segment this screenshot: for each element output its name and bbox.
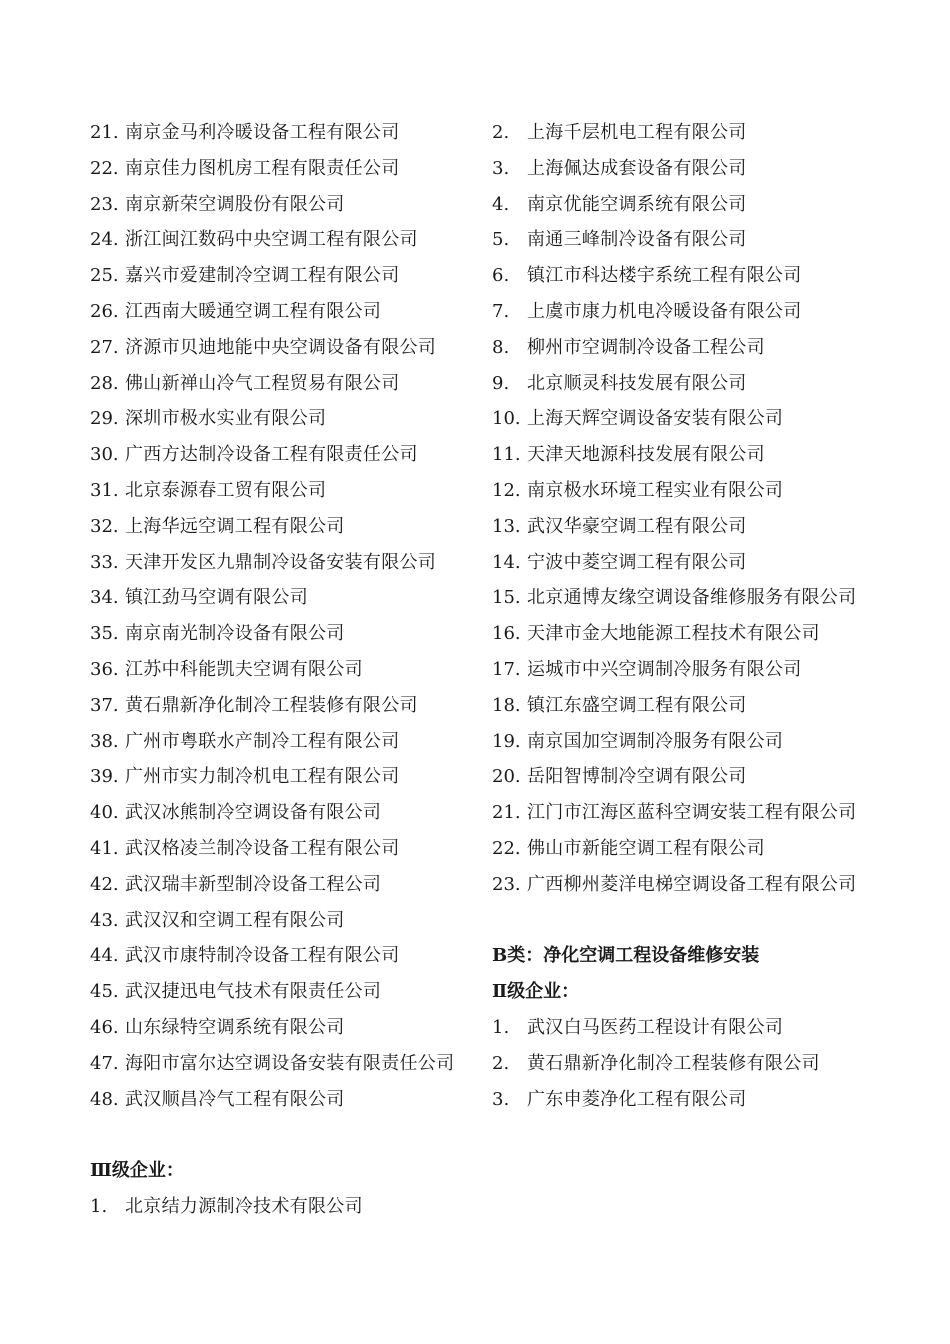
company-name: 南通三峰制冷设备有限公司 [527, 229, 747, 251]
item-number: 23. [492, 873, 521, 895]
item-number: 7. [492, 300, 510, 322]
company-name: 江门市江海区蓝科空调安装工程有限公司 [527, 802, 857, 824]
company-name: 上海佩达成套设备有限公司 [527, 157, 747, 179]
list-item [492, 509, 862, 545]
company-name: 嘉兴市爱建制冷空调工程有限公司 [125, 265, 400, 287]
item-number: 28. [90, 372, 119, 394]
item-number: 3. [492, 157, 510, 179]
list-item [492, 652, 862, 688]
spacer [90, 1117, 470, 1153]
list-item [492, 437, 862, 473]
item-number: 46. [90, 1016, 119, 1038]
company-name: 武汉瑞丰新型制冷设备工程公司 [125, 873, 382, 895]
company-name: 岳阳智博制冷空调有限公司 [527, 766, 747, 788]
right-column [492, 115, 862, 1117]
company-name: 南京金马利冷暖设备工程有限公司 [125, 122, 400, 143]
grade2-heading: Ⅱ级企业： [492, 981, 580, 1003]
company-name: 佛山市新能空调工程有限公司 [527, 837, 765, 859]
item-number: 47. [90, 1052, 119, 1074]
item-number: 22. [492, 837, 521, 859]
company-name: 武汉冰熊制冷空调设备有限公司 [125, 802, 382, 824]
company-name: 北京结力源制冷技术有限公司 [125, 1195, 363, 1217]
item-number: 3. [492, 1088, 510, 1110]
company-name: 上海千层机电工程有限公司 [527, 122, 747, 143]
list-item [90, 903, 470, 939]
company-name: 武汉汉和空调工程有限公司 [125, 909, 345, 931]
list-item [492, 187, 862, 223]
list-item [492, 688, 862, 724]
item-number: 20. [492, 766, 521, 788]
company-name: 江西南大暖通空调工程有限公司 [125, 300, 382, 322]
list-item [90, 366, 470, 402]
list-item [90, 1010, 470, 1046]
item-number: 18. [492, 694, 521, 716]
company-name: 上海天辉空调设备安装有限公司 [527, 408, 784, 430]
list-item [90, 115, 470, 151]
list-item [90, 1082, 470, 1118]
list-item [492, 222, 862, 258]
item-number: 1. [90, 1195, 108, 1217]
item-number: 44. [90, 945, 119, 967]
item-number: 21. [492, 802, 521, 824]
company-name: 武汉顺昌冷气工程有限公司 [125, 1088, 345, 1110]
company-name: 海阳市富尔达空调设备安装有限责任公司 [125, 1052, 455, 1074]
item-number: 22. [90, 157, 119, 179]
company-name: 天津市金大地能源工程技术有限公司 [527, 623, 820, 645]
list-item [90, 330, 470, 366]
list-item [90, 222, 470, 258]
company-name: 上虞市康力机电冷暖设备有限公司 [527, 300, 802, 322]
item-number: 31. [90, 479, 119, 501]
list-item [492, 1010, 862, 1046]
list-item [90, 938, 470, 974]
list-item [90, 652, 470, 688]
item-number: 45. [90, 981, 119, 1003]
company-name: 广西柳州菱洋电梯空调设备工程有限公司 [527, 873, 857, 895]
list-item [492, 294, 862, 330]
list-item [90, 795, 470, 831]
company-name: 武汉市康特制冷设备工程有限公司 [125, 945, 400, 967]
company-name: 北京泰源春工贸有限公司 [125, 479, 327, 501]
company-name: 镇江东盛空调工程有限公司 [527, 694, 747, 716]
grade3-company-list [90, 1189, 470, 1225]
list-item [90, 831, 470, 867]
item-number: 40. [90, 802, 119, 824]
company-name: 黄石鼎新净化制冷工程装修有限公司 [527, 1052, 820, 1074]
item-number: 2. [492, 122, 510, 143]
grade3-heading: Ⅲ级企业： [90, 1160, 184, 1182]
company-name: 南京极水环境工程实业有限公司 [527, 479, 784, 501]
list-item [492, 724, 862, 760]
list-item [90, 437, 470, 473]
company-name: 宁波中菱空调工程有限公司 [527, 551, 747, 573]
list-item [492, 473, 862, 509]
list-item [90, 759, 470, 795]
item-number: 11. [492, 444, 521, 466]
company-name: 南京优能空调系统有限公司 [527, 193, 747, 215]
list-item [492, 831, 862, 867]
company-name: 武汉白马医药工程设计有限公司 [527, 1016, 784, 1038]
item-number: 6. [492, 265, 510, 287]
spacer [492, 903, 862, 939]
list-item [492, 1046, 862, 1082]
company-name: 浙江闽江数码中央空调工程有限公司 [125, 229, 418, 251]
item-number: 8. [492, 336, 510, 358]
item-number: 2. [492, 1052, 510, 1074]
item-number: 9. [492, 372, 510, 394]
company-name: 镇江劲马空调有限公司 [125, 587, 308, 609]
company-name: 北京通博友缘空调设备维修服务有限公司 [527, 587, 857, 609]
item-number: 10. [492, 408, 521, 430]
grade2-company-list [492, 1010, 862, 1117]
item-number: 1. [492, 1016, 510, 1038]
company-name: 南京新荣空调股份有限公司 [125, 193, 345, 215]
list-item [90, 1189, 470, 1225]
list-item [492, 867, 862, 903]
list-item [492, 795, 862, 831]
item-number: 30. [90, 444, 119, 466]
company-name: 天津开发区九鼎制冷设备安装有限公司 [125, 551, 437, 573]
item-number: 48. [90, 1088, 119, 1110]
item-number: 23. [90, 193, 119, 215]
company-name: 柳州市空调制冷设备工程公司 [527, 336, 765, 358]
list-item [492, 580, 862, 616]
list-item [492, 759, 862, 795]
item-number: 16. [492, 623, 521, 645]
right-company-list [492, 115, 862, 903]
item-number: 19. [492, 730, 521, 752]
company-name: 黄石鼎新净化制冷工程装修有限公司 [125, 694, 418, 716]
list-item [492, 401, 862, 437]
item-number: 26. [90, 300, 119, 322]
list-item [90, 294, 470, 330]
list-item [492, 151, 862, 187]
item-number: 5. [492, 229, 510, 251]
company-name: 广州市实力制冷机电工程有限公司 [125, 766, 400, 788]
list-item [492, 1082, 862, 1118]
list-item [492, 366, 862, 402]
company-name: 广州市粤联水产制冷工程有限公司 [125, 730, 400, 752]
company-name: 深圳市极水实业有限公司 [125, 408, 327, 430]
list-item [492, 258, 862, 294]
list-item [492, 616, 862, 652]
list-item [90, 1046, 470, 1082]
company-name: 运城市中兴空调制冷服务有限公司 [527, 658, 802, 680]
list-item [492, 115, 862, 151]
list-item [90, 724, 470, 760]
list-item [90, 473, 470, 509]
list-item [90, 616, 470, 652]
company-name: 天津天地源科技发展有限公司 [527, 444, 765, 466]
list-item [492, 330, 862, 366]
list-item [90, 974, 470, 1010]
company-name: 南京国加空调制冷服务有限公司 [527, 730, 784, 752]
list-item [90, 187, 470, 223]
left-column [90, 115, 470, 1225]
company-name: 镇江市科达楼宇系统工程有限公司 [527, 265, 802, 287]
company-name: 南京佳力图机房工程有限责任公司 [125, 157, 400, 179]
item-number: 34. [90, 587, 119, 609]
item-number: 42. [90, 873, 119, 895]
left-company-list [90, 115, 470, 1117]
item-number: 25. [90, 265, 119, 287]
list-item [90, 867, 470, 903]
item-number: 29. [90, 408, 119, 430]
item-number: 37. [90, 694, 119, 716]
item-number: 38. [90, 730, 119, 752]
company-name: 山东绿特空调系统有限公司 [125, 1016, 345, 1038]
item-number: 39. [90, 766, 119, 788]
company-name: 广东申菱净化工程有限公司 [527, 1088, 747, 1110]
list-item [90, 258, 470, 294]
list-item [90, 509, 470, 545]
company-name: 上海华远空调工程有限公司 [125, 515, 345, 537]
company-name: 北京顺灵科技发展有限公司 [527, 372, 747, 394]
item-number: 13. [492, 515, 521, 537]
item-number: 12. [492, 479, 521, 501]
item-number: 32. [90, 515, 119, 537]
item-number: 27. [90, 336, 119, 358]
company-name: 南京南光制冷设备有限公司 [125, 623, 345, 645]
list-item [492, 545, 862, 581]
item-number: 35. [90, 623, 119, 645]
list-item [90, 545, 470, 581]
company-name: 武汉格凌兰制冷设备工程有限公司 [125, 837, 400, 859]
company-name: 江苏中科能凯夫空调有限公司 [125, 658, 363, 680]
item-number: 36. [90, 658, 119, 680]
item-number: 43. [90, 909, 119, 931]
item-number: 21. [90, 122, 119, 143]
item-number: 4. [492, 193, 510, 215]
item-number: 33. [90, 551, 119, 573]
list-item [90, 401, 470, 437]
company-name: 佛山新禅山冷气工程贸易有限公司 [125, 372, 400, 394]
company-name: 武汉捷迅电气技术有限责任公司 [125, 981, 382, 1003]
item-number: 15. [492, 587, 521, 609]
company-name: 济源市贝迪地能中央空调设备有限公司 [125, 336, 437, 358]
list-item [90, 580, 470, 616]
list-item [90, 151, 470, 187]
list-item [90, 688, 470, 724]
item-number: 14. [492, 551, 521, 573]
company-name: 武汉华豪空调工程有限公司 [527, 515, 747, 537]
section-b-heading: B类：净化空调工程设备维修安装 [492, 945, 760, 967]
item-number: 24. [90, 229, 119, 251]
company-name: 广西方达制冷设备工程有限责任公司 [125, 444, 418, 466]
item-number: 41. [90, 837, 119, 859]
item-number: 17. [492, 658, 521, 680]
